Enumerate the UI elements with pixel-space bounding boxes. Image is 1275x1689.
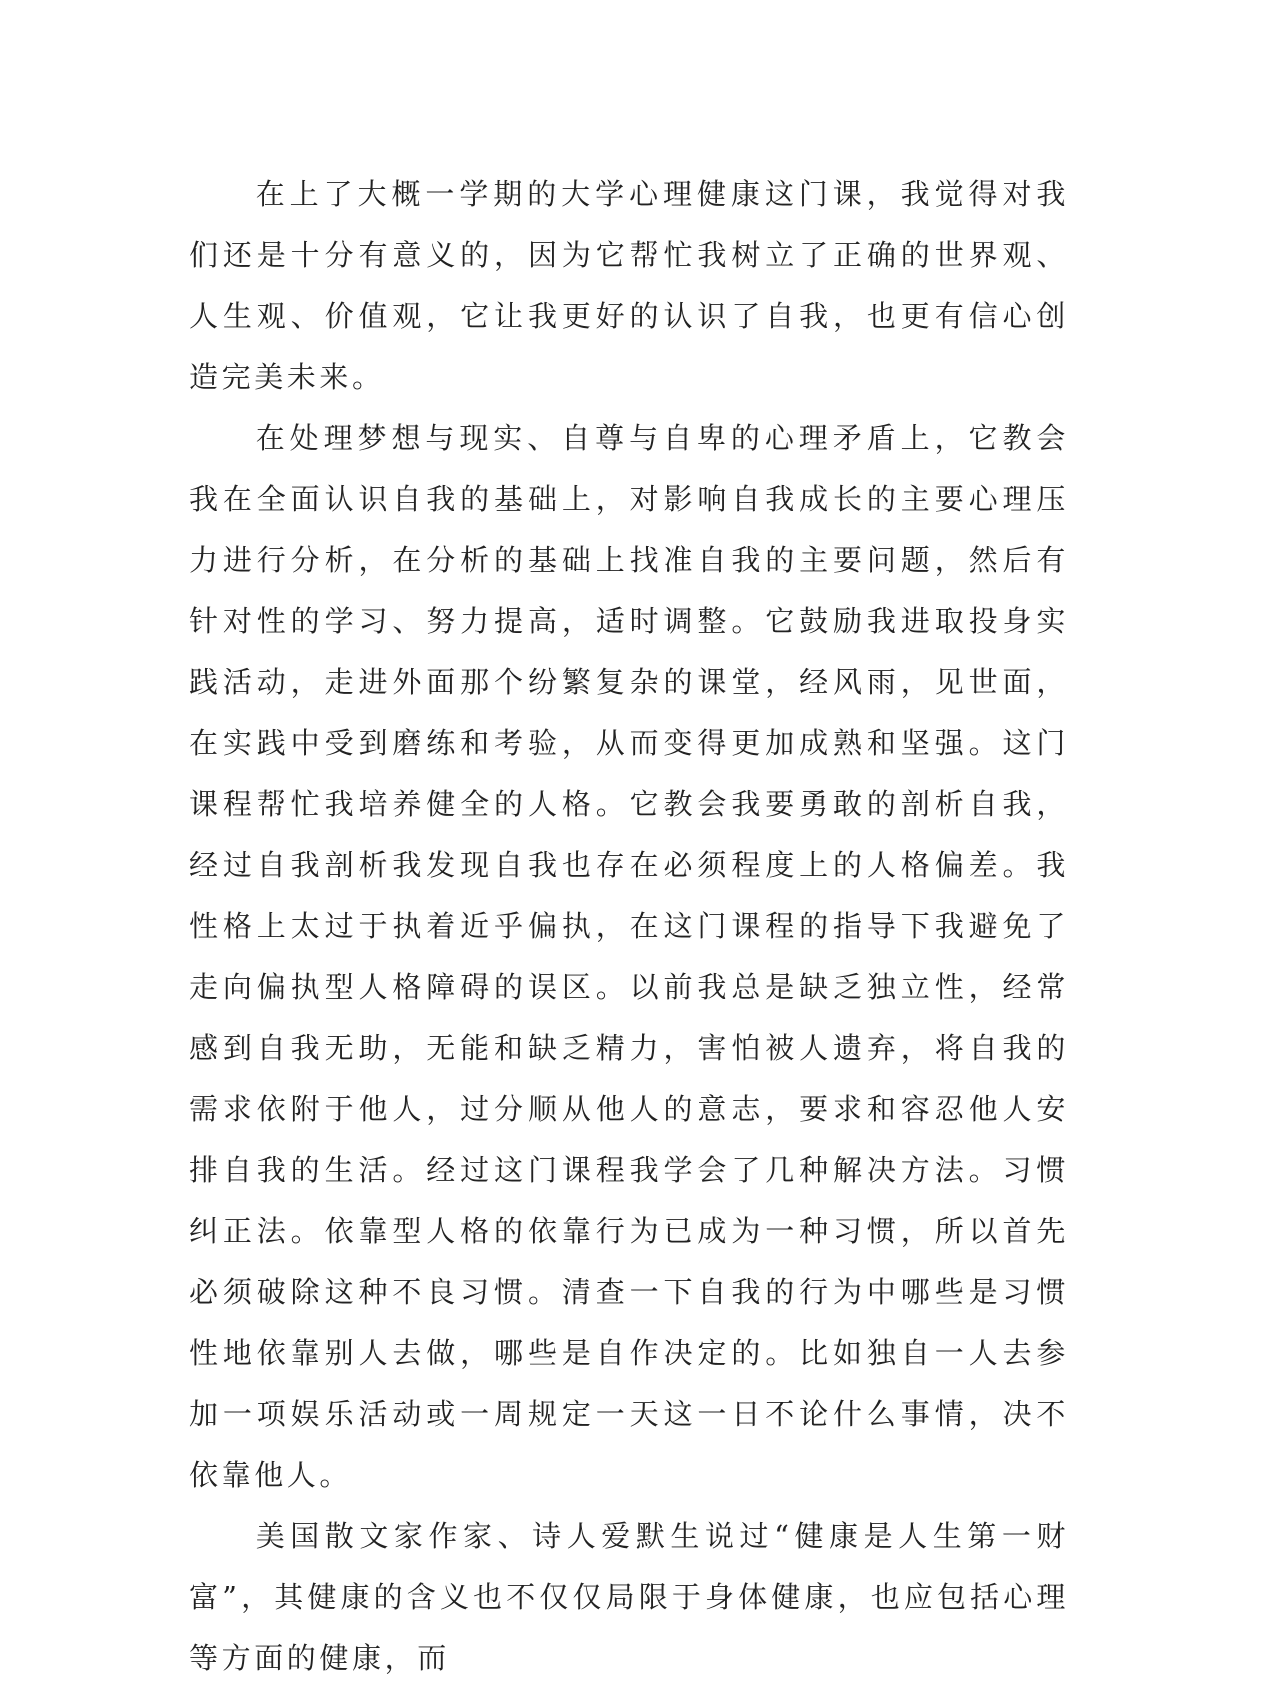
document-body — [189, 164, 1069, 1689]
paragraph-1: 在上了大概一学期的大学心理健康这门课，我觉得对我们还是十分有意义的，因为它帮忙我树立了正确的世界观、人生观、价值观，它让我更好的认识了自我，也更有信心创造完美未来。 — [189, 177, 1069, 394]
paragraph-2: 在处理梦想与现实、自尊与自卑的心理矛盾上，它教会我在全面认识自我的基础上，对影响自我成长的主要心理压力进行分析，在分析的基础上找准自我的主要问题，然后有针对性的学习、努力提高，适时调整。它鼓励我进取投身实践活动，走进外面那个纷繁复杂的课堂，经风雨，见世面，在实践中受到磨练和考验，从而变得更加成熟和坚强。这门课程帮忙我培养健全的人格。它教会我要勇敢的剖析自我，经过自我剖析我发现自我也存在必须程度上的人格偏差。我性格上太过于执着近乎偏执，在这门课程的指导下我避免了走向偏执型人格障碍的误区。以前我总是缺乏独立性，经常感到自我无助，无能和缺乏精力，害怕被人遗弃，将自我的需求依附于他人，过分顺从他人的意志，要求和容忍他人安排自我的生活。经过这门课程我学会了几种解决方法。习惯纠正法。依靠型人格的依靠行为已成为一种习惯，所以首先必须破除这种不良习惯。清查一下自我的行为中哪些是习惯性地依靠别人去做，哪些是自作决定的。比如独自一人去参加一项娱乐活动或一周规定一天这一日不论什么事情，决不依靠他人。 — [189, 421, 1069, 1492]
paragraph-3: 美国散文家作家、诗人爱默生说过“健康是人生第一财富”，其健康的含义也不仅仅局限于身体健康，也应包括心理等方面的健康，而 — [189, 1519, 1069, 1675]
